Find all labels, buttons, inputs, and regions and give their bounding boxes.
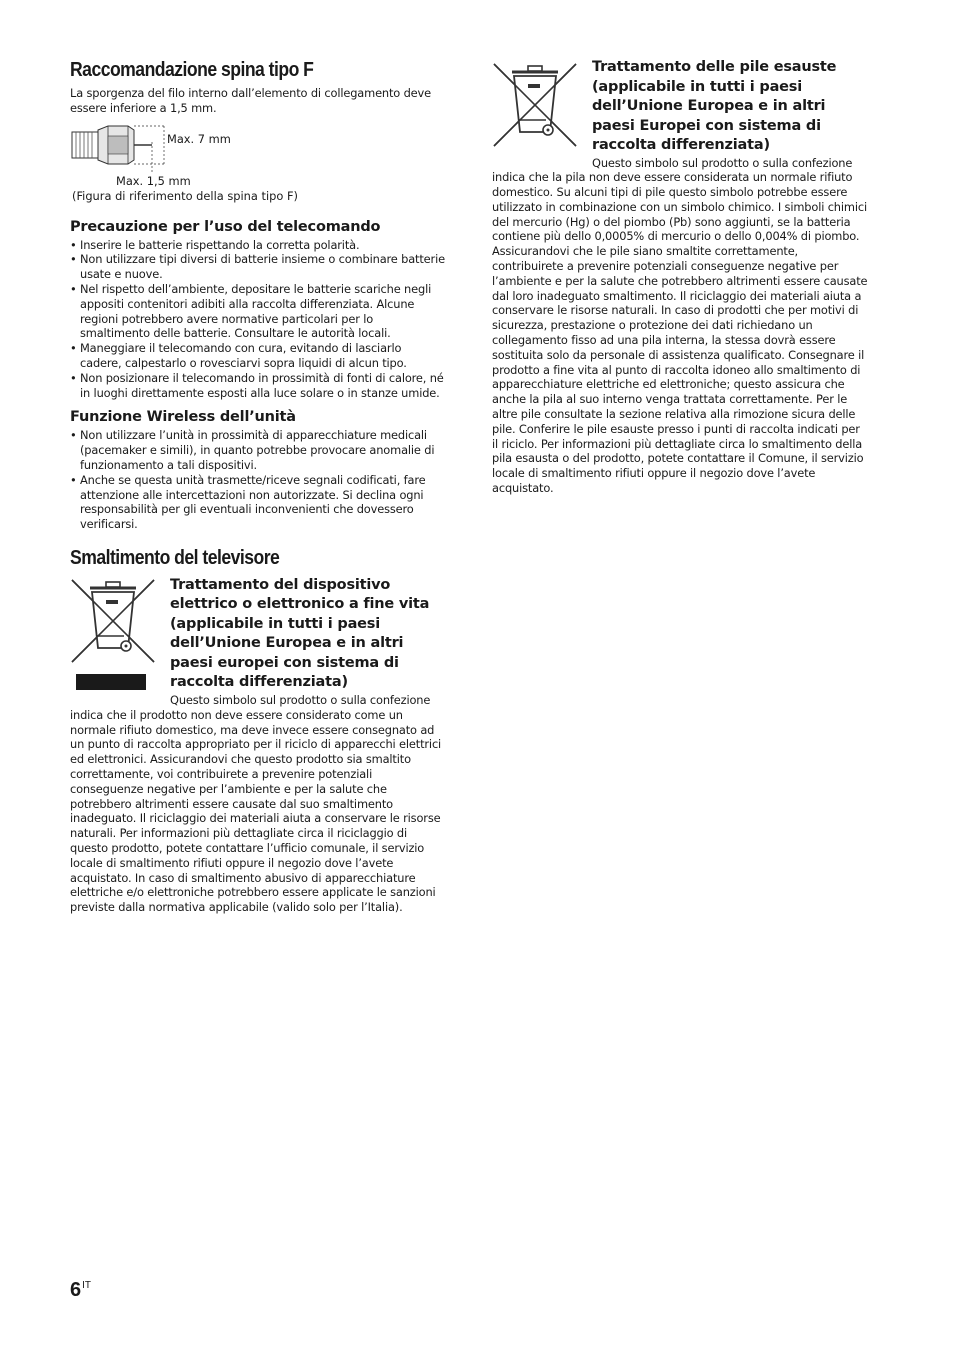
- page-number: [70, 1279, 91, 1302]
- page-number-value: 6: [70, 1279, 82, 1301]
- list-item: • Anche se questa unità trasmette/riceve segnali codificati, fare attenzione alle intercettazioni non autorizzate. Si declina ogni responsabilità per gli eventuali inconvenienti che dovessero verificarsi.: [70, 473, 446, 532]
- list-item: • Nel rispetto dell’ambiente, depositare le batterie scariche negli appositi contenitori adibiti alla raccolta differenziata. Alcune regioni potrebbero avere normative particolari per lo smaltimento delle batterie. Consultare le autorità locali.: [70, 282, 446, 341]
- weee-bin-icon-wrapper: [70, 578, 156, 690]
- plug-dimension-max7: Max. 7 mm: [167, 131, 231, 146]
- wireless-list: [70, 428, 446, 532]
- crossed-bin-icon: [70, 578, 156, 664]
- right-column: [492, 58, 868, 496]
- list-item: • Non posizionare il telecomando in prossimità di fonti di calore, né in luoghi direttamente esposti alla luce solare o in stanze umide.: [70, 371, 446, 401]
- remote-section-title: Precauzione per l’uso del telecomando: [70, 218, 381, 235]
- plug-figure: [70, 120, 446, 210]
- f-plug-icon: [70, 120, 170, 180]
- plug-section-title: Raccomandazione spina tipo F: [70, 59, 314, 81]
- wireless-section-title: Funzione Wireless dell’unità: [70, 409, 296, 426]
- list-item: • Non utilizzare tipi diversi di batterie insieme o combinare batterie usate e nuove.: [70, 252, 446, 282]
- battery-bin-icon-wrapper: [492, 62, 578, 152]
- list-item: • Inserire le batterie rispettando la corretta polarità.: [70, 238, 446, 253]
- batteries-text: Questo simbolo sul prodotto o sulla confezione indica che la pila non deve essere considerata un normale rifiuto domestico. Su alcuni tipi di pile questo simbolo potrebbe essere utilizzato in combinazione con un simbolo chimico. I simboli chimici del mercurio (Hg) o del piombo (Pb) sono aggiunti, se la batteria contiene più dello 0,0005% di mercurio o dello 0,004% di piombo. Assicurandovi che le pile siano smaltite correttamente, contribuirete a prevenire potenziali conseguenze negative per l’ambiente e per la salute che potrebbero altrimenti essere causate dal loro inadeguato smaltimento. Il riciclaggio dei materiali aiuta a conservare le risorse naturali. In caso di prodotti che per motivi di sicurezza, prestazione o protezione dei dati richiedano un collegamento fisso ad una pila interna, la stessa dovrà essere sostituita solo da personale di assistenza qualificato. Consegnare il prodotto a fine vita al punto di raccolta idoneo allo smaltimento di apparecchiature elettriche ed elettroniche; questo assicura che anche la pila al suo interno venga trattata correttamente. Per le altre pile consultate la sezione relativa alla rimozione sicura delle pile. Conferire le pile esauste presso i punti di raccolta indicati per il riciclo. Per informazioni più dettagliate circa lo smaltimento della pila esausta o del prodotto, potete contattare il Comune, il servizio locale di smaltimento rifiuti oppure il negozio dove l’avete acquistato.: [492, 155, 868, 496]
- plug-caption: (Figura di riferimento della spina tipo F): [72, 188, 298, 203]
- left-column: [70, 58, 446, 915]
- batteries-block: [492, 58, 868, 496]
- page-language-code: IT: [82, 1280, 92, 1292]
- list-item: • Non utilizzare l’unità in prossimità di apparecchiature medicali (pacemaker e simili), in quanto potrebbe provocare anomalie di funzionamento a tali dispositivi.: [70, 428, 446, 472]
- black-bar-marking: [76, 674, 146, 690]
- disposal-section-title: Smaltimento del televisore: [70, 546, 280, 569]
- batteries-subtitle: Trattamento delle pile esauste (applicabile in tutti i paesi dell’Unione Europea e in altri paesi Europei con sistema di raccolta differenziata): [592, 59, 837, 153]
- disposal-text: Questo simbolo sul prodotto o sulla confezione indica che il prodotto non deve essere considerato come un normale rifiuto domestico, ma deve invece essere consegnato ad un punto di raccolta appropriato per il riciclo di apparecchi elettrici ed elettronici. Assicurandovi che questo prodotto sia smaltito correttamente, voi contribuirete a prevenire potenziali conseguenze negative per l’ambiente e per la salute che potrebbero altrimenti essere causate dal suo smaltimento inadeguato. Il riciclaggio dei materiali aiuta a conservare le risorse naturali. Per informazioni più dettagliate circa il riciclaggio di questo prodotto, potete contattare l’ufficio comunale, il servizio locale di smaltimento rifiuti oppure il negozio dove l’avete acquistato. In caso di smaltimento abusivo di apparecchiature elettriche e/o elettroniche potrebbero essere applicate le sanzioni previste dalla normativa applicabile (valido solo per l’Italia).: [70, 692, 442, 915]
- plug-dimension-max15: Max. 1,5 mm: [116, 173, 191, 188]
- list-item: • Maneggiare il telecomando con cura, evitando di lasciarlo cadere, calpestarlo o rovesciarvi sopra liquidi di alcun tipo.: [70, 341, 446, 371]
- remote-list: [70, 238, 446, 401]
- crossed-bin-icon: [492, 62, 578, 148]
- disposal-block: [70, 576, 446, 915]
- disposal-subtitle: Trattamento del dispositivo elettrico o elettronico a fine vita (applicabile in tutti i paesi dell’Unione Europea e in altri paesi europei con sistema di raccolta differenziata): [170, 576, 430, 691]
- plug-text: La sporgenza del filo interno dall’elemento di collegamento deve essere inferiore a 1,5 mm.: [70, 86, 431, 115]
